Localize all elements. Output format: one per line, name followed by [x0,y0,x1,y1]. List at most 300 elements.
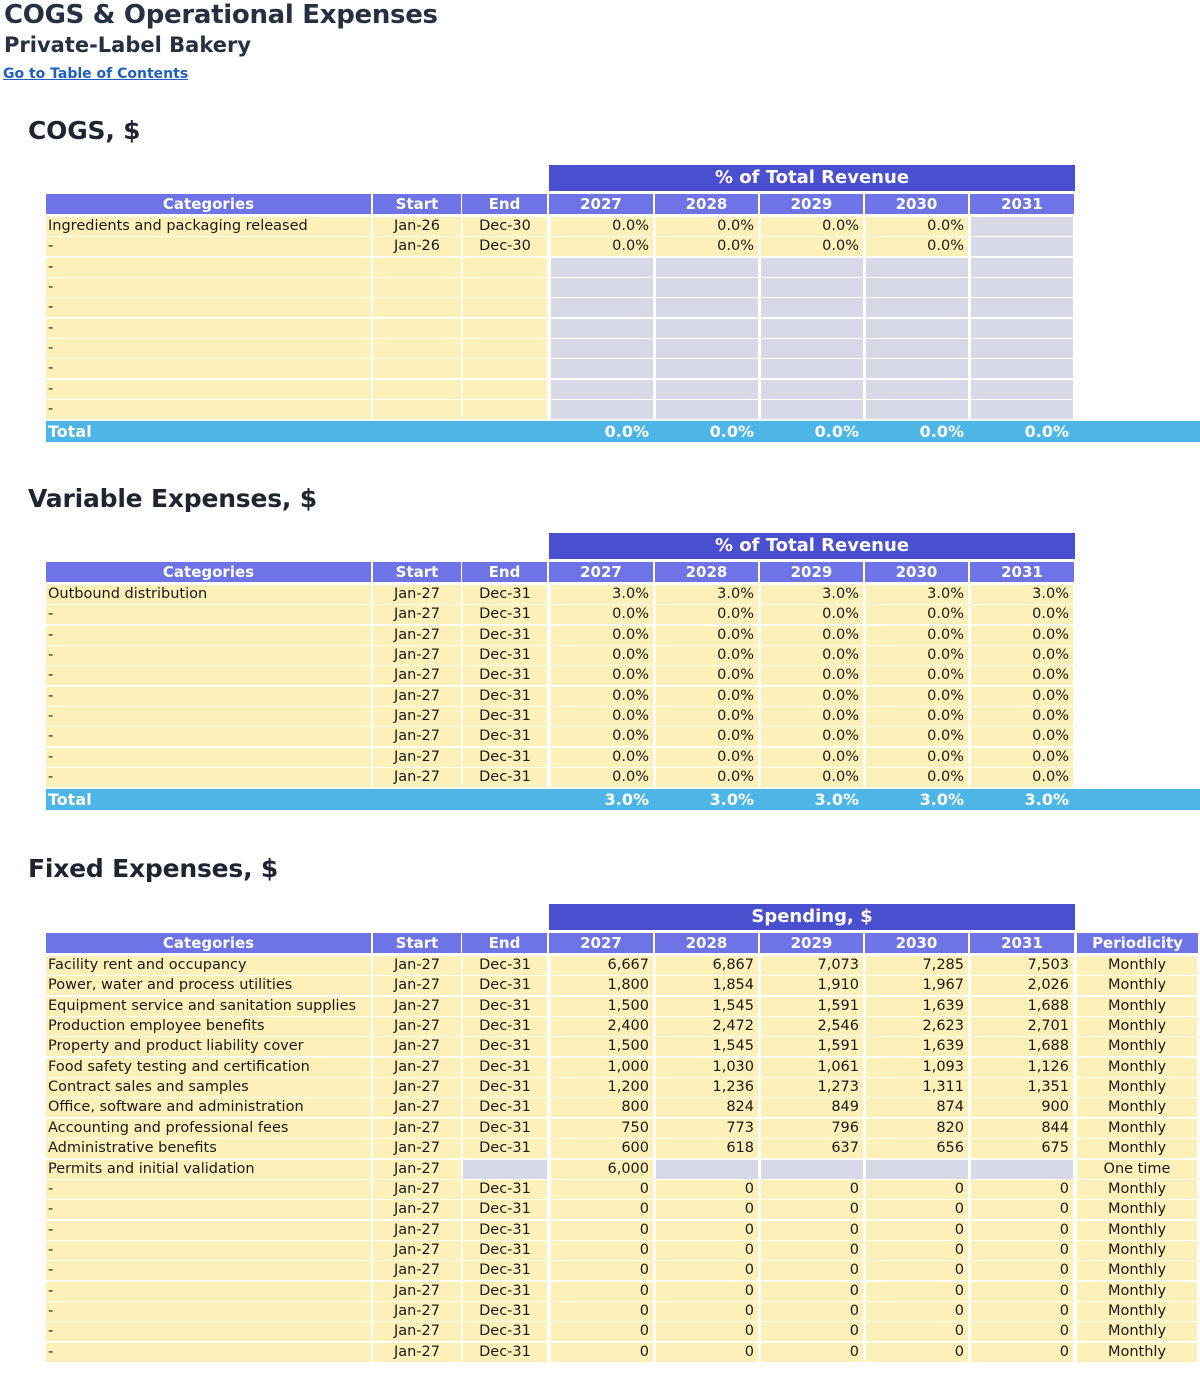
value-cell[interactable]: 0 [761,1261,863,1280]
value-cell[interactable]: 7,073 [761,956,863,975]
end-date-cell[interactable]: Dec-31 [463,1180,547,1199]
end-date-cell[interactable] [463,339,547,358]
value-cell[interactable]: 6,000 [551,1160,653,1179]
value-cell[interactable]: 0.0% [971,666,1073,685]
category-cell[interactable]: - [46,768,371,787]
value-cell[interactable]: 0 [551,1261,653,1280]
value-cell [866,278,968,297]
end-date-cell[interactable] [463,319,547,338]
value-cell[interactable]: 1,639 [866,997,968,1016]
value-cell[interactable]: 0 [656,1241,758,1260]
value-cell[interactable]: 0.0% [761,666,863,685]
start-date-cell[interactable] [373,298,461,317]
end-date-cell[interactable]: Dec-31 [463,727,547,746]
end-date-cell[interactable]: Dec-31 [463,1058,547,1077]
category-cell[interactable]: Property and product liability cover [46,1037,371,1056]
column-header: 2031 [970,194,1074,214]
value-cell[interactable]: 0 [656,1302,758,1321]
category-cell[interactable]: Ingredients and packaging released [46,217,371,236]
value-cell[interactable]: 0.0% [971,748,1073,767]
value-cell[interactable]: 0 [971,1241,1073,1260]
value-cell[interactable]: 0.0% [656,707,758,726]
value-cell[interactable]: 0.0% [971,626,1073,645]
value-cell[interactable]: 0.0% [971,687,1073,706]
value-cell[interactable]: 0.0% [761,768,863,787]
value-cell[interactable]: 0.0% [551,666,653,685]
start-date-cell[interactable]: Jan-27 [373,687,461,706]
category-cell[interactable]: - [46,1322,371,1341]
start-date-cell[interactable]: Jan-27 [373,1160,461,1179]
value-cell[interactable]: 1,311 [866,1078,968,1097]
value-cell[interactable]: 0 [866,1241,968,1260]
value-cell[interactable]: 0 [656,1343,758,1362]
value-cell[interactable]: 0 [971,1221,1073,1240]
value-cell[interactable]: 0 [866,1282,968,1301]
value-cell[interactable]: 0.0% [866,626,968,645]
value-cell[interactable]: 0 [866,1221,968,1240]
category-cell[interactable]: - [46,237,371,256]
category-cell[interactable]: - [46,727,371,746]
value-cell[interactable]: 0 [551,1322,653,1341]
start-date-cell[interactable]: Jan-27 [373,1261,461,1280]
value-cell[interactable]: 618 [656,1139,758,1158]
value-cell[interactable]: 0.0% [761,626,863,645]
start-date-cell[interactable]: Jan-27 [373,997,461,1016]
value-cell[interactable]: 0 [971,1200,1073,1219]
value-cell[interactable]: 0 [866,1200,968,1219]
start-date-cell[interactable] [373,359,461,378]
value-cell[interactable]: 0 [551,1221,653,1240]
value-cell[interactable]: 3.0% [761,585,863,604]
start-date-cell[interactable]: Jan-27 [373,956,461,975]
category-cell[interactable]: - [46,1241,371,1260]
category-cell[interactable]: Power, water and process utilities [46,976,371,995]
end-date-cell[interactable] [463,298,547,317]
end-date-cell[interactable]: Dec-31 [463,1343,547,1362]
periodicity-cell[interactable]: Monthly [1077,1139,1197,1158]
end-date-cell[interactable]: Dec-31 [463,997,547,1016]
value-cell[interactable]: 1,500 [551,1037,653,1056]
start-date-cell[interactable]: Jan-26 [373,217,461,236]
value-cell[interactable]: 0.0% [551,687,653,706]
end-date-cell[interactable]: Dec-31 [463,748,547,767]
value-cell[interactable]: 0.0% [656,748,758,767]
periodicity-cell[interactable]: One time [1077,1160,1197,1179]
total-value: 0.0% [604,422,649,441]
start-date-cell[interactable]: Jan-27 [373,666,461,685]
category-cell[interactable]: - [46,748,371,767]
periodicity-cell[interactable]: Monthly [1077,1180,1197,1199]
start-date-cell[interactable]: Jan-27 [373,1302,461,1321]
category-cell[interactable]: - [46,278,371,297]
value-cell[interactable]: 900 [971,1098,1073,1117]
start-date-cell[interactable]: Jan-27 [373,585,461,604]
value-cell[interactable]: 849 [761,1098,863,1117]
value-cell[interactable]: 0.0% [866,768,968,787]
category-cell[interactable]: - [46,400,371,419]
value-cell[interactable]: 0.0% [761,646,863,665]
value-cell[interactable]: 0 [656,1180,758,1199]
category-cell[interactable]: - [46,298,371,317]
value-cell[interactable]: 0.0% [551,237,653,256]
category-cell[interactable]: Production employee benefits [46,1017,371,1036]
value-cell[interactable]: 0.0% [656,666,758,685]
value-cell[interactable]: 2,623 [866,1017,968,1036]
end-date-cell[interactable]: Dec-31 [463,768,547,787]
start-date-cell[interactable]: Jan-27 [373,1119,461,1138]
value-cell[interactable]: 0 [971,1180,1073,1199]
value-cell[interactable]: 1,093 [866,1058,968,1077]
value-cell[interactable]: 0 [761,1241,863,1260]
end-date-cell[interactable]: Dec-31 [463,1302,547,1321]
end-date-cell[interactable]: Dec-31 [463,1139,547,1158]
start-date-cell[interactable] [373,319,461,338]
value-cell[interactable]: 1,967 [866,976,968,995]
end-date-cell[interactable]: Dec-31 [463,585,547,604]
end-date-cell[interactable] [463,278,547,297]
value-cell[interactable]: 0.0% [656,727,758,746]
total-label: Total [48,422,92,441]
value-cell[interactable]: 0.0% [866,707,968,726]
end-date-cell[interactable]: Dec-31 [463,1017,547,1036]
end-date-cell[interactable]: Dec-31 [463,666,547,685]
start-date-cell[interactable]: Jan-27 [373,1037,461,1056]
end-date-cell[interactable]: Dec-31 [463,687,547,706]
value-cell[interactable]: 0.0% [761,217,863,236]
start-date-cell[interactable] [373,380,461,399]
value-cell[interactable]: 0.0% [656,646,758,665]
value-cell[interactable]: 3.0% [971,585,1073,604]
value-cell[interactable]: 0 [656,1322,758,1341]
category-cell[interactable]: - [46,1261,371,1280]
end-date-cell[interactable]: Dec-31 [463,1119,547,1138]
category-cell[interactable]: - [46,626,371,645]
value-cell [971,319,1073,338]
start-date-cell[interactable]: Jan-27 [373,646,461,665]
value-cell[interactable]: 3.0% [551,585,653,604]
value-cell[interactable]: 675 [971,1139,1073,1158]
value-cell[interactable]: 7,285 [866,956,968,975]
value-cell[interactable]: 0 [761,1180,863,1199]
start-date-cell[interactable]: Jan-27 [373,1078,461,1097]
value-cell[interactable]: 1,126 [971,1058,1073,1077]
value-cell[interactable]: 0 [866,1261,968,1280]
value-cell[interactable]: 1,545 [656,997,758,1016]
start-date-cell[interactable]: Jan-27 [373,976,461,995]
category-cell[interactable]: - [46,1343,371,1362]
category-cell[interactable]: - [46,707,371,726]
periodicity-cell[interactable]: Monthly [1077,956,1197,975]
value-cell[interactable]: 0.0% [551,217,653,236]
value-cell[interactable]: 0.0% [656,687,758,706]
value-cell[interactable]: 0 [866,1302,968,1321]
value-cell[interactable]: 2,701 [971,1017,1073,1036]
start-date-cell[interactable]: Jan-27 [373,1241,461,1260]
start-date-cell[interactable]: Jan-27 [373,605,461,624]
value-cell[interactable]: 0.0% [761,687,863,706]
start-date-cell[interactable]: Jan-27 [373,1343,461,1362]
value-cell[interactable]: 1,000 [551,1058,653,1077]
category-cell[interactable]: Food safety testing and certification [46,1058,371,1077]
value-cell[interactable]: 0 [656,1221,758,1240]
start-date-cell[interactable]: Jan-27 [373,1282,461,1301]
category-cell[interactable]: - [46,605,371,624]
category-cell[interactable]: Contract sales and samples [46,1078,371,1097]
value-cell[interactable]: 796 [761,1119,863,1138]
value-cell[interactable]: 0.0% [551,727,653,746]
value-cell[interactable]: 0.0% [761,748,863,767]
periodicity-cell[interactable]: Monthly [1077,1322,1197,1341]
value-cell[interactable]: 0.0% [866,687,968,706]
value-cell[interactable]: 773 [656,1119,758,1138]
value-cell[interactable]: 1,236 [656,1078,758,1097]
category-cell[interactable]: Facility rent and occupancy [46,956,371,975]
value-cell[interactable]: 1,030 [656,1058,758,1077]
periodicity-cell[interactable]: Monthly [1077,976,1197,995]
value-cell[interactable]: 656 [866,1139,968,1158]
periodicity-cell[interactable]: Monthly [1077,1098,1197,1117]
value-cell[interactable]: 0.0% [761,237,863,256]
value-cell[interactable]: 824 [656,1098,758,1117]
value-cell[interactable]: 0.0% [761,605,863,624]
value-cell [656,380,758,399]
value-cell[interactable]: 600 [551,1139,653,1158]
category-cell[interactable]: - [46,1221,371,1240]
value-cell[interactable]: 0.0% [971,646,1073,665]
value-cell[interactable]: 0.0% [971,768,1073,787]
value-cell[interactable]: 0.0% [866,605,968,624]
value-cell[interactable]: 6,867 [656,956,758,975]
start-date-cell[interactable] [373,258,461,277]
end-date-cell[interactable]: Dec-31 [463,1078,547,1097]
start-date-cell[interactable]: Jan-27 [373,1058,461,1077]
category-cell[interactable]: Office, software and administration [46,1098,371,1117]
value-cell[interactable]: 637 [761,1139,863,1158]
value-cell[interactable]: 1,545 [656,1037,758,1056]
category-cell[interactable]: Accounting and professional fees [46,1119,371,1138]
periodicity-cell[interactable]: Monthly [1077,1241,1197,1260]
value-cell[interactable]: 0.0% [761,727,863,746]
periodicity-cell[interactable]: Monthly [1077,997,1197,1016]
category-cell[interactable]: Administrative benefits [46,1139,371,1158]
periodicity-cell[interactable]: Monthly [1077,1302,1197,1321]
value-cell[interactable]: 0.0% [551,707,653,726]
start-date-cell[interactable] [373,339,461,358]
end-date-cell[interactable]: Dec-31 [463,646,547,665]
end-date-cell[interactable]: Dec-31 [463,956,547,975]
periodicity-cell[interactable]: Monthly [1077,1200,1197,1219]
value-cell[interactable]: 0 [971,1322,1073,1341]
value-cell[interactable]: 1,688 [971,997,1073,1016]
value-cell[interactable]: 0 [866,1343,968,1362]
value-cell[interactable]: 0.0% [656,605,758,624]
category-cell[interactable]: - [46,1180,371,1199]
value-cell[interactable]: 0.0% [866,727,968,746]
value-cell[interactable]: 0.0% [866,237,968,256]
value-cell[interactable]: 1,639 [866,1037,968,1056]
end-date-cell[interactable]: Dec-31 [463,1221,547,1240]
value-cell[interactable]: 0 [866,1180,968,1199]
value-cell[interactable]: 0.0% [656,768,758,787]
end-date-cell[interactable]: Dec-31 [463,707,547,726]
value-cell[interactable]: 0 [551,1241,653,1260]
start-date-cell[interactable]: Jan-26 [373,237,461,256]
periodicity-cell[interactable]: Monthly [1077,1017,1197,1036]
value-cell[interactable]: 0 [551,1282,653,1301]
value-cell[interactable]: 0.0% [551,646,653,665]
category-cell[interactable]: - [46,1200,371,1219]
periodicity-cell[interactable]: Monthly [1077,1343,1197,1362]
end-date-cell[interactable]: Dec-31 [463,1322,547,1341]
value-cell[interactable]: 2,026 [971,976,1073,995]
start-date-cell[interactable]: Jan-27 [373,1098,461,1117]
value-cell[interactable]: 0.0% [971,605,1073,624]
value-cell[interactable]: 820 [866,1119,968,1138]
end-date-cell[interactable] [463,400,547,419]
value-cell[interactable]: 0.0% [866,666,968,685]
periodicity-cell[interactable]: Monthly [1077,1037,1197,1056]
value-cell[interactable]: 0.0% [971,727,1073,746]
category-cell[interactable]: - [46,666,371,685]
end-date-cell[interactable]: Dec-31 [463,976,547,995]
value-cell[interactable]: 0 [656,1282,758,1301]
value-cell[interactable]: 2,546 [761,1017,863,1036]
value-cell[interactable]: 1,273 [761,1078,863,1097]
table-of-contents-link[interactable]: Go to Table of Contents [3,66,189,82]
value-cell[interactable]: 0.0% [551,605,653,624]
end-date-cell[interactable]: Dec-31 [463,605,547,624]
end-date-cell[interactable]: Dec-30 [463,237,547,256]
start-date-cell[interactable] [373,278,461,297]
start-date-cell[interactable]: Jan-27 [373,1017,461,1036]
value-cell[interactable]: 1,200 [551,1078,653,1097]
value-cell[interactable]: 1,910 [761,976,863,995]
start-date-cell[interactable]: Jan-27 [373,768,461,787]
value-cell[interactable]: 0.0% [866,748,968,767]
value-cell[interactable]: 0.0% [656,237,758,256]
category-cell[interactable]: - [46,339,371,358]
category-cell[interactable]: Equipment service and sanitation supplies [46,997,371,1016]
value-cell[interactable]: 0 [551,1343,653,1362]
value-cell[interactable]: 750 [551,1119,653,1138]
category-cell[interactable]: - [46,319,371,338]
value-cell[interactable]: 0 [761,1200,863,1219]
value-cell[interactable]: 844 [971,1119,1073,1138]
end-date-cell[interactable] [463,359,547,378]
value-cell[interactable]: 874 [866,1098,968,1117]
end-date-cell[interactable]: Dec-31 [463,1098,547,1117]
start-date-cell[interactable]: Jan-27 [373,727,461,746]
start-date-cell[interactable]: Jan-27 [373,707,461,726]
periodicity-cell[interactable]: Monthly [1077,1119,1197,1138]
periodicity-cell[interactable]: Monthly [1077,1058,1197,1077]
value-cell[interactable]: 0 [971,1261,1073,1280]
value-cell[interactable]: 0 [656,1261,758,1280]
start-date-cell[interactable]: Jan-27 [373,1139,461,1158]
value-cell[interactable]: 0 [761,1343,863,1362]
value-cell[interactable]: 800 [551,1098,653,1117]
value-cell[interactable]: 0 [761,1302,863,1321]
end-date-cell[interactable] [463,380,547,399]
value-cell[interactable]: 1,800 [551,976,653,995]
periodicity-cell[interactable]: Monthly [1077,1261,1197,1280]
periodicity-cell[interactable]: Monthly [1077,1282,1197,1301]
value-cell[interactable]: 0.0% [656,626,758,645]
value-cell[interactable]: 0.0% [971,707,1073,726]
start-date-cell[interactable]: Jan-27 [373,748,461,767]
start-date-cell[interactable] [373,400,461,419]
value-cell[interactable]: 0 [551,1302,653,1321]
value-cell[interactable]: 0 [551,1180,653,1199]
category-cell[interactable]: - [46,359,371,378]
periodicity-cell[interactable]: Monthly [1077,1078,1197,1097]
value-cell[interactable]: 3.0% [656,585,758,604]
start-date-cell[interactable]: Jan-27 [373,1180,461,1199]
value-cell[interactable]: 0 [971,1302,1073,1321]
value-cell[interactable]: 1,591 [761,1037,863,1056]
value-cell[interactable]: 3.0% [866,585,968,604]
end-date-cell[interactable]: Dec-31 [463,1282,547,1301]
value-cell[interactable]: 0 [551,1200,653,1219]
category-cell[interactable]: - [46,687,371,706]
category-cell[interactable]: - [46,258,371,277]
end-date-cell[interactable]: Dec-31 [463,1200,547,1219]
value-cell[interactable]: 1,061 [761,1058,863,1077]
category-cell[interactable]: Permits and initial validation [46,1160,371,1179]
value-cell[interactable]: 0.0% [551,768,653,787]
end-date-cell[interactable] [463,258,547,277]
value-cell[interactable]: 1,591 [761,997,863,1016]
category-cell[interactable]: - [46,380,371,399]
value-cell[interactable]: 6,667 [551,956,653,975]
start-date-cell[interactable]: Jan-27 [373,1221,461,1240]
value-cell[interactable]: 0.0% [551,748,653,767]
start-date-cell[interactable]: Jan-27 [373,1322,461,1341]
value-cell[interactable]: 0 [656,1200,758,1219]
value-cell[interactable]: 0.0% [866,217,968,236]
value-cell[interactable]: 0 [971,1343,1073,1362]
periodicity-cell[interactable]: Monthly [1077,1221,1197,1240]
value-cell[interactable]: 0 [971,1282,1073,1301]
value-cell[interactable]: 0.0% [551,626,653,645]
category-cell[interactable]: - [46,1302,371,1321]
value-cell[interactable]: 2,400 [551,1017,653,1036]
value-cell[interactable]: 2,472 [656,1017,758,1036]
category-cell[interactable]: - [46,1282,371,1301]
value-cell[interactable]: 0 [761,1282,863,1301]
value-cell[interactable]: 1,500 [551,997,653,1016]
value-cell[interactable]: 0.0% [866,646,968,665]
value-cell[interactable]: 1,688 [971,1037,1073,1056]
value-cell[interactable]: 1,351 [971,1078,1073,1097]
category-cell[interactable]: - [46,646,371,665]
end-date-cell[interactable]: Dec-31 [463,1261,547,1280]
value-cell[interactable]: 0.0% [761,707,863,726]
end-date-cell[interactable]: Dec-31 [463,626,547,645]
value-cell[interactable]: 0.0% [656,217,758,236]
value-cell[interactable]: 0 [866,1322,968,1341]
value-cell[interactable]: 0 [761,1221,863,1240]
value-cell[interactable]: 0 [761,1322,863,1341]
end-date-cell[interactable]: Dec-30 [463,217,547,236]
start-date-cell[interactable]: Jan-27 [373,1200,461,1219]
value-cell[interactable]: 1,854 [656,976,758,995]
end-date-cell[interactable]: Dec-31 [463,1037,547,1056]
end-date-cell[interactable]: Dec-31 [463,1241,547,1260]
category-cell[interactable]: Outbound distribution [46,585,371,604]
start-date-cell[interactable]: Jan-27 [373,626,461,645]
value-cell[interactable]: 7,503 [971,956,1073,975]
